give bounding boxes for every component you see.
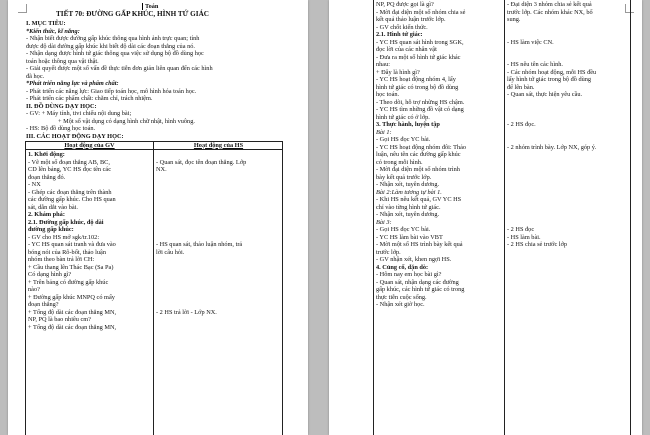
table-cell-text: + Cầu thang lên Thác Bạc (Sa Pa): [28, 263, 114, 271]
table-cell-text: - Quan sát, thực hiện yêu cầu.: [507, 91, 583, 98]
table-cell-text: - Các nhóm hoạt động, mỗi HS đều: [507, 68, 597, 76]
subject-heading: Toán: [145, 3, 159, 10]
table-cell-text: - YC HS hoạt động nhóm đôi: Thảo: [376, 143, 467, 151]
text-cursor: [142, 3, 143, 10]
table-cell-text: - YC HS làm bài vào VBT: [376, 233, 443, 241]
section-heading: II. ĐỒ DÙNG DẠY HỌC:: [26, 102, 97, 110]
table-cell-text: - 2 HS đọc.: [507, 121, 536, 128]
table-cell-text: - YC HS hoạt động nhóm 4, lấy: [376, 76, 456, 83]
table-column-divider: [153, 141, 154, 435]
margin-mark: [18, 4, 27, 13]
table-cell-text: NP, PQ là bao nhiêu cm?: [28, 316, 91, 323]
table-cell-text: để lên bàn.: [507, 83, 535, 91]
table-cell-text: NX.: [156, 166, 167, 173]
table-cell-text: 4. Củng cố, dặn dò:: [376, 263, 429, 271]
text-line: được độ dài đường gấp khúc khi biết độ dài các đoạn thẳng của nó.: [26, 42, 195, 50]
table-cell-text: sát, dẫn dắt vào bài.: [28, 203, 79, 211]
table-cell-text: - Quan sát, nhận dạng các đường: [376, 278, 459, 286]
text-line: + Một số vật dụng có dạng hình chữ nhật, hình vuông.: [58, 117, 195, 125]
table-cell-text: - HS làm việc CN.: [507, 38, 554, 46]
table-cell-text: 2.1. Hình tứ giác:: [376, 31, 423, 38]
table-cell-text: - YC HS quan sát hình trong SGK,: [376, 38, 464, 46]
table-cell-text: - Gọi HS đọc YC bài.: [376, 226, 431, 233]
text-line: - Phát triển các năng lực: Giao tiếp toán học, mô hình hóa toán học.: [26, 87, 197, 95]
table-cell-text: Bài 3:: [376, 218, 392, 226]
subheading: *Phát triển năng lực và phẩm chất:: [26, 80, 119, 87]
table-cell-text: - Quan sát, đọc tên đoạn thẳng. Lớp: [156, 158, 247, 166]
table-cell-text: Có dạng hình gì?: [28, 271, 72, 278]
table-cell-text: nhau:: [376, 61, 390, 68]
table-cell-text: - 2 HS đọc: [507, 226, 535, 233]
table-cell-text: đoạn thẳng?: [28, 301, 59, 308]
table-cell-text: luận, nêu tên các đường gấp khúc: [376, 151, 461, 158]
table-cell-text: 2. Khám phá:: [28, 211, 65, 218]
table-cell-text: - GV cho HS mở sgk/tr.102:: [28, 233, 100, 241]
section-heading: I. MỤC TIÊU:: [26, 20, 66, 27]
document-page-1: [8, 0, 308, 435]
table-column-divider: [504, 0, 505, 435]
table-cell-text: + Tổng độ dài các đoạn thẳng MN,: [28, 308, 117, 316]
table-cell-text: Bài 2:Làm tương tự bài 1.: [376, 188, 442, 196]
section-heading: III. CÁC HOẠT ĐỘNG DẠY HỌC:: [26, 132, 124, 140]
table-cell-text: các đường gấp khúc. Cho HS quan: [28, 196, 116, 203]
table-cell-text: - Mời đại diện một số nhóm chia sẻ: [376, 8, 466, 16]
table-cell-text: - Nhận xét, tuyên dương.: [376, 211, 440, 218]
text-line: đã học.: [26, 72, 45, 80]
table-cell-text: + Đây là hình gì?: [376, 68, 420, 76]
table-cell-text: - HS làm bài.: [507, 233, 541, 241]
table-cell-text: - Mời một số HS trình bày kết quả: [376, 241, 463, 248]
table-cell-text: - Khi HS nêu kết quả, GV YC HS: [376, 196, 462, 203]
table-cell-text: trước lớp.: [376, 248, 401, 256]
table-cell-text: bày kết quả trước lớp.: [376, 173, 432, 181]
table-cell-text: - 2 nhóm trình bày. Lớp NX, góp ý.: [507, 143, 597, 151]
table-cell-text: CD lên bảng, YC HS đọc tên các: [28, 166, 112, 173]
table-cell-text: - 2 HS trả lời - Lớp NX.: [156, 308, 217, 316]
table-cell-text: - 2 HS chia sẻ trước lớp: [507, 241, 568, 248]
table-cell-text: - YC HS quan sát tranh và đưa vào: [28, 241, 116, 248]
table-header-gv: Hoạt động của GV: [64, 141, 115, 149]
table-cell-text: gấp khúc, các hình tứ giác có trong: [376, 286, 465, 293]
table-cell-text: NP, PQ được gọi là gì?: [376, 1, 434, 8]
table-cell-text: - Đại diện 3 nhóm chia sẻ kết quả: [507, 1, 592, 8]
table-cell-text: - Nhận xét, tuyên dương.: [376, 181, 440, 188]
table-cell-text: bóng nói của Rô-bốt, thảo luận: [28, 248, 106, 256]
table-cell-text: + Tổng độ dài các đoạn thẳng MN,: [28, 323, 117, 331]
table-cell-text: chỉ vào từng hình tứ giác.: [376, 203, 441, 211]
table-cell-text: thực tiễn cuộc sống.: [376, 293, 427, 301]
table-cell-text: - Nhận xét giờ học.: [376, 301, 425, 308]
text-line: - Nhận dạng được hình tứ giác thông qua việc sử dụng bộ đồ dùng học: [26, 50, 204, 57]
table-cell-text: kết quả thảo luận trước lớp.: [376, 16, 446, 23]
table-cell-text: trước lớp. Các nhóm khác NX, bổ: [507, 8, 593, 16]
table-cell-text: 1. Khởi động:: [28, 151, 65, 158]
document-page-2: [329, 0, 642, 435]
table-cell-text: - Ghép các đoạn thẳng trên thành: [28, 188, 112, 196]
table-header-divider: [25, 149, 283, 150]
table-cell-text: - GV nhận xét, khen ngợi HS.: [376, 256, 452, 263]
table-cell-text: - Vẽ một số đoạn thẳng AB, BC,: [28, 158, 110, 166]
table-cell-text: - YC HS tìm những đồ vật có dạng: [376, 106, 464, 113]
table-cell-text: - NX: [28, 181, 41, 188]
table-cell-text: + Trên bảng có đường gấp khúc: [28, 278, 109, 286]
table-cell-text: hình tứ giác có trong bộ đồ dùng: [376, 83, 459, 91]
text-line: toán hoặc thông qua vật thật.: [26, 57, 99, 65]
table-cell-text: - Hôm nay em học bài gì?: [376, 271, 442, 278]
table-cell-text: 3. Thực hành, luyện tập: [376, 121, 440, 128]
text-line: - Nhận biết được đường gấp khúc thông qua hình ảnh trực quan; tính: [26, 35, 200, 42]
table-header-hs: Hoạt động của HS: [193, 141, 244, 149]
table-cell-text: - HS quan sát, thảo luận nhóm, trả: [156, 241, 243, 248]
table-cell-text: - GV chốt kiến thức.: [376, 23, 428, 31]
table-cell-text: - HS nêu tên các hình.: [507, 61, 563, 68]
table-cell-text: nhóm theo bàn trả lời CH:: [28, 256, 95, 263]
table-cell-text: - Mời đại diện một số nhóm trình: [376, 166, 460, 173]
table-cell-text: - Gọi HS đọc YC bài.: [376, 136, 431, 143]
table-cell-text: học toán.: [376, 91, 400, 98]
table-cell-text: 2.1. Đường gấp khúc, độ dài: [28, 218, 104, 226]
text-line: - Phát triển các phẩm chất: chăm chỉ, trách nhiệm.: [26, 95, 153, 102]
table-cell-text: đoạn thẳng đó.: [28, 173, 66, 181]
table-cell-text: lấy hình tứ giác trong bộ đồ dùng: [507, 76, 592, 83]
table-cell-text: đường gấp khúc:: [28, 226, 74, 233]
lesson-title: TIẾT 70: ĐƯỜNG GẤP KHÚC, HÌNH TỨ GIÁC: [56, 10, 209, 18]
text-line: - GV: + Máy tính, tivi chiếu nội dung bài;: [26, 110, 132, 117]
subheading: *Kiến thức, kĩ năng:: [26, 27, 80, 35]
table-cell-text: hình tứ giác có ở lớp.: [376, 113, 430, 121]
text-line: - Giải quyết được một số vấn đề thực tiễn đơn giản liên quan đến các hình: [26, 65, 213, 72]
table-cell-text: nào?: [28, 286, 40, 293]
table-cell-text: + Đường gấp khúc MNPQ có mấy: [28, 293, 115, 301]
table-cell-text: có trong mỗi hình.: [376, 158, 423, 166]
table-cell-text: sung.: [507, 16, 521, 23]
table-cell-text: - Đưa ra một số hình tứ giác khác: [376, 53, 461, 61]
text-line: - HS: Bộ đồ dùng học toán.: [26, 125, 96, 132]
activities-table: [25, 141, 283, 435]
table-cell-text: - Theo dõi, hỗ trợ những HS chậm.: [376, 98, 465, 106]
table-cell-text: lời câu hỏi.: [156, 248, 185, 256]
table-cell-text: Bài 1:: [376, 128, 392, 136]
table-cell-text: đọc lời của các nhân vật: [376, 46, 437, 53]
